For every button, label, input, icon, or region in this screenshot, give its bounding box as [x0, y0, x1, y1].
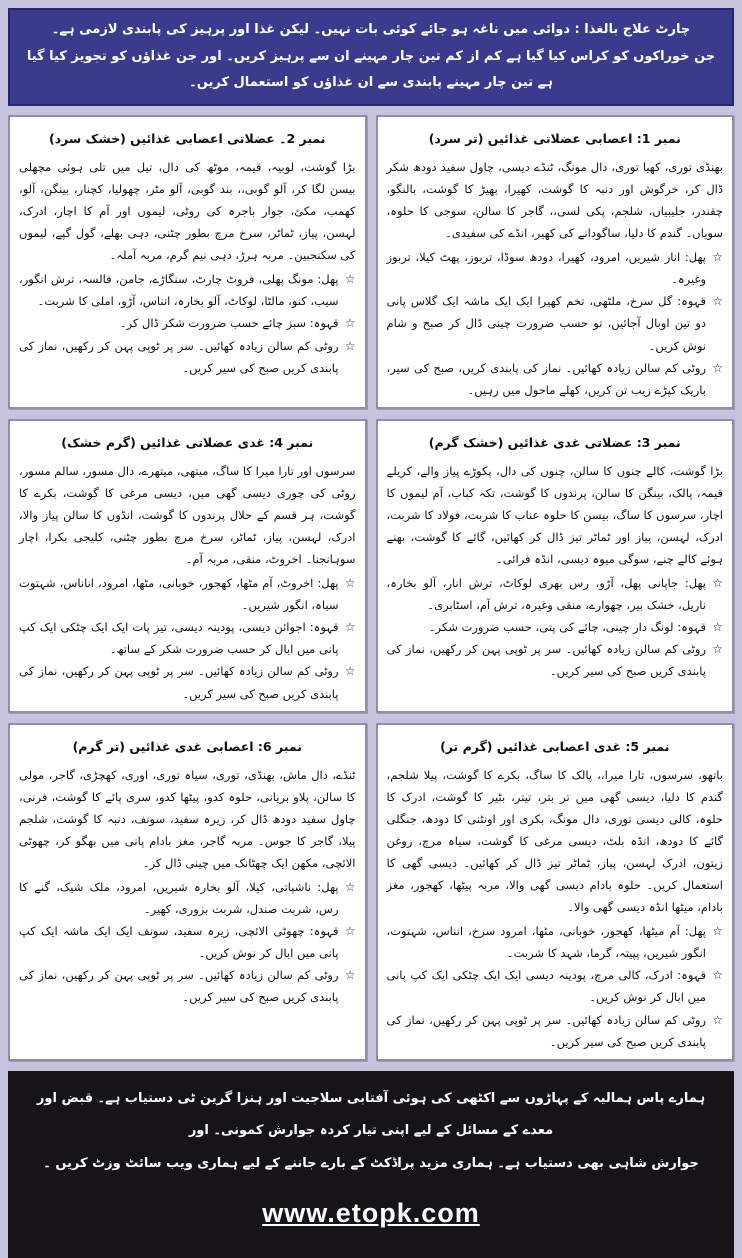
diet-box-5 [376, 723, 735, 1061]
star-icon: ☆ [344, 272, 356, 287]
star-icon: ☆ [712, 360, 723, 375]
star-icon: ☆ [344, 968, 356, 983]
advice-line [19, 335, 356, 379]
box-title: نمبر 3: عضلاتی غدی غذائیں (خشک گرم) [428, 434, 681, 450]
line-text: روٹی کم سالن زیادہ کھائیں۔ سر پر ٹوپی پہن کر رکھیں، نماز کی پابندی کریں صبح کی سیر کریں۔ [19, 338, 339, 375]
diet-box-3 [376, 419, 735, 713]
line-text: قہوہ: اجوائن دیسی، پودینہ دیسی، تیز پات ایک ایک چٹکی ایک کپ پانی میں ابال کر حسب ضرورت شکر کے ساتھ۔ [19, 620, 339, 657]
star-icon: ☆ [712, 924, 723, 939]
star-icon: ☆ [712, 294, 723, 309]
fruit-line [19, 268, 356, 312]
star-icon: ☆ [344, 576, 356, 591]
line-text: پھل: جاپانی پھل، آڑو، رس بھری لوکاٹ، ترش انار، آلو بخارہ، ناریل، خشک بیر، چھوارے، منقی وغیرہ، ترش آم، اسٹابری۔ [386, 576, 706, 613]
qahwa-line [19, 312, 356, 334]
fruit-line [387, 246, 724, 290]
line-text: پھل: ناشپاتی، کیلا، آلو بخارہ شیریں، امرود، ملک شیک، گنے کا رس، شربت صندل، شربت بزوری، کھیر۔ [19, 880, 339, 917]
star-icon: ☆ [344, 924, 356, 939]
header-line-1: چارٹ علاج بالغذا : دوائی میں ناغہ ہو جائے کوئی بات نہیں۔ لیکن غذا اور پرہیز کی پابندی لازمی ہے۔ [51, 22, 691, 37]
diet-boxes-grid [8, 115, 734, 1061]
box-body: بڑا گوشت، کالے چنوں کا سالن، چنوں کی دال، پکوڑے پیاز والے، کریلے قیمہ، پالک، بینگن کا سالن، پرندوں کا گوشت، تکہ کباب، آم لیموں کا اچار، سرسوں کا ساگ، بیسن کا حلوہ عناب کا شربت، فولاد کا شربت، ادرک، لہسن، پیاز اور ٹماٹر تیز ڈال کر کھائیں، گائے کا گوشت، بھنے ہوئے کالے چنے، سوگی میوہ دیسی، انڈہ فرائی۔ [386, 463, 723, 567]
star-icon: ☆ [344, 880, 356, 895]
fruit-line [19, 876, 356, 920]
box-title: نمبر 4: غدی عضلاتی غذائیں (گرم خشک) [61, 434, 314, 450]
box-title: نمبر 5: غدی اعصابی غذائیں (گرم تر) [440, 738, 670, 754]
footer-line-1: ہمارے پاس ہمالیہ کے پہاڑوں سے اکٹھی کی ہوئی آفتابی سلاجیت اور ہنزا گرین ٹی دستیاب ہے۔ قبض اور معدے کے مسائل کے لیے اپنی تیار کردہ جوارش کمونی۔ اور [36, 1090, 706, 1139]
line-text: روٹی کم سالن زیادہ کھائیں۔ سر پر ٹوپی پہن کر رکھیں، نماز کی پابندی کریں صبح کی سیر کریں۔ [386, 642, 706, 679]
box-title: نمبر 6: اعصابی غدی غذائیں (تر گرم) [72, 738, 302, 754]
advice-line [387, 357, 724, 401]
box-body: سرسوں اور تارا میرا کا ساگ، میتھی، میتھرے، دال مسور، سالم مسور، روٹی کی چوری دیسی گھی میں، دیسی مرغی کا گوشت، بکرے کا گوشت، ہر قسم کے حلال پرندوں کا گوشت، انڈوں کا سالن پیاز والا، ادرک، لہسن، پیاز، ٹماٹر، سرخ مرچ بطور چٹنی، کلیجی بکرا، اچار سوہانجنا۔ اخروٹ، منقی، مربہ آم۔ [19, 463, 356, 567]
box-body: بڑا گوشت، لوبیہ، قیمہ، موٹھ کی دال، تیل میں تلی ہوئی مچھلی بیسن لگا کر، آلو گوبی،، بند گوبی، آلو مٹر، چھولیا، کچنار، بینگن، آلو، کھمب، مکئ، جوار باجرہ کی روٹی، لیموں اور آم کا اچار، ادرک، لہسن، پیاز، ٹماٹر، سرخ مرچ بطور چٹنی، دہی بھلے، گول گپے، لیموں کی سکنجبین۔ مربہ ہرڑ، دہی نیم گرم، مربہ آملہ۔ [19, 159, 356, 263]
line-text: قہوہ: ادرک، کالی مرچ، پودینہ دیسی ایک ایک چٹکی ایک کپ پانی میں ابال کر نوش کریں۔ [386, 968, 706, 1005]
star-icon: ☆ [712, 968, 723, 983]
footer-banner [8, 1071, 734, 1258]
line-text: قہوہ: چھوٹی الائچی، زیرہ سفید، سونف ایک ایک ماشہ ایک کپ پانی میں ابال کر نوش کریں۔ [19, 924, 339, 961]
qahwa-line [387, 616, 724, 638]
star-icon: ☆ [712, 642, 723, 657]
qahwa-line [387, 964, 724, 1008]
box-title: نمبر 1: اعصابی عضلاتی غذائیں (تر سرد) [428, 130, 681, 146]
line-text: پھل: مونگ پھلی، فروٹ چارٹ، سنگاڑے، جامن، فالسہ، ترش انگور، سیب، کنو، مالٹا، لوکاٹ، آلو بخارہ، انناس، آڑو، املی کا شربت۔ [19, 272, 339, 309]
footer-line-2 [20, 1148, 722, 1248]
box-body: ٹنڈے، دال ماش، بھنڈی، توری، سیاہ توری، اوری، کھچڑی، گاجر، مولی کا سالن، پلاو بریانی، حلوہ کدو، پیٹھا کدو، سری پائے کا گوشت، فرنی، چاول سفید دودھ ڈال کر، زیرہ سفید، سونف، دنبہ کا گوشت، شلجم پیلا، گاجر کا جوس۔ مربہ گاجر، مغز بادام پانی میں بھگو کر، چھوٹی الائچی، مکھن ایک چھٹانک میں چینی ڈال کر۔ [19, 767, 356, 870]
line-text: روٹی کم سالن زیادہ کھائیں۔ سر پر ٹوپی پہن کر رکھیں، نماز کی پابندی کریں صبح کی سیر کریں۔ [19, 968, 339, 1005]
star-icon: ☆ [344, 316, 356, 331]
fruit-line [387, 920, 724, 964]
line-text: قہوہ: گل سرخ، ملٹھی، تخم کھیرا ایک ایک ماشہ ایک گلاس پانی دو تین اوبال آجائیں، تو حسب ضرورت چینی ڈال کر صبح و شام نوش کریں۔ [386, 294, 706, 353]
advice-line [387, 638, 724, 682]
website-link[interactable]: www.etopk.com [262, 1198, 480, 1229]
qahwa-line [19, 616, 356, 660]
star-icon: ☆ [712, 620, 723, 635]
advice-line [19, 660, 356, 704]
header-line-2: جن خوراکوں کو کراس کیا گیا ہے کم از کم تین چار مہینے ان سے پرہیز کریں۔ اور جن غذاؤں کو تجویز کیا گیا ہے تین چار مہینے پابندی سے ان غذاؤں کو استعمال کریں۔ [26, 48, 716, 91]
diet-box-2 [8, 115, 367, 409]
line-text: پھل: اخروٹ، آم مٹھا، کھجور، خوبانی، مٹھا، امرود، اناناس، شہتوت سیاہ، انگور شیریں۔ [19, 576, 339, 613]
star-icon: ☆ [712, 576, 723, 591]
fruit-line [387, 572, 724, 616]
line-text: پھل: آم میٹھا، کھجور، خوبانی، مٹھا، امرود سرخ، انناس، شہتوت، انگور شیریں، پپیتہ، گرما، شہد کا شربت۔ [386, 924, 706, 961]
box-body: باتھو، سرسوں، تارا میرا،، پالک کا ساگ، بکرے کا گوشت، پیلا شلجم، گندم کا دلیا، دیسی گھی میں تر بتر، تیتر، بٹیر کا گوشت، ادرک کا حلوہ، کالی دیسی توری، دال مونگ، بکری اور اونٹنی کا دودھ، جنگلی گائے کا دودھ، انڈہ بلٹ، دیسی مرغی کا گوشت، سیاہ مرچ، روغن زیتون، ادرک لہسن، پیاز، ٹماٹر تیز ڈال کر کھائیں۔ دیسی گھی کا استعمال کریں۔ حلوہ بادام دیسی گھی والا، مربہ پیٹھا، کھجور، مغز بادام، میٹھا انڈہ دیسی گھی والا۔ [386, 767, 723, 915]
diet-box-4 [8, 419, 367, 713]
line-text: قہوہ: لونگ دار چینی، چائے کی پتی، حسب ضرورت شکر۔ [428, 620, 706, 635]
star-icon: ☆ [712, 250, 723, 265]
line-text: پھل: انار شیریں، امرود، کھیرا، دودھ سوڈا، تربوز، پھٹ کیلا، تربوز وغیرہ۔ [386, 250, 706, 287]
line-text: روٹی کم سالن زیادہ کھائیں۔ سر پر ٹوپی پہن کر رکھیں، نماز کی پابندی کریں صبح کی سیر کریں۔ [19, 664, 339, 701]
fruit-line [19, 572, 356, 616]
box-body: بھنڈی توری، کھیا توری، دال مونگ، ٹنڈے دیسی، چاول سفید دودھ شکر ڈال کر، خرگوش اور دنبہ کا گوشت، کھیرا، بھیڑ کا گوشت، بالنگو، چقندر، جلیبیاں، شلجم، پکی لسی،، گاجر کا سالن، سوجی کا حلوہ، سویاں۔ گندم کا دلیا، ساگودانے کی کھیر، انڈے کی سفیدی۔ [386, 159, 723, 241]
qahwa-line [19, 920, 356, 964]
star-icon: ☆ [712, 1012, 723, 1027]
footer-line-2-text: جوارش شاہی بھی دستیاب ہے۔ ہماری مزید پراڈکٹ کے بارے جاننے کے لیے ہماری ویب سائٹ وزٹ کریں ۔ [43, 1155, 699, 1171]
advice-line [19, 964, 356, 1008]
box-title: نمبر 2۔ عضلاتی اعصابی غذائیں (خشک سرد) [49, 130, 326, 146]
line-text: روٹی کم سالن زیادہ کھائیں۔ سر پر ٹوپی پہن کر رکھیں، نماز کی پابندی کریں صبح کی سیر کریں۔ [386, 1012, 706, 1049]
qahwa-line [387, 290, 724, 356]
star-icon: ☆ [344, 338, 356, 353]
diet-box-6 [8, 723, 367, 1061]
star-icon: ☆ [344, 664, 356, 679]
diet-box-1 [376, 115, 735, 409]
line-text: روٹی کم سالن زیادہ کھائیں۔ نماز کی پابندی کریں، صبح کی سیر، باریک کپڑے زیب تن کریں، کھلے ماحول میں رہیں۔ [386, 360, 706, 397]
star-icon: ☆ [344, 620, 356, 635]
header-banner [8, 8, 734, 106]
advice-line [387, 1009, 724, 1053]
line-text: قہوہ: سبز چائے حسب ضرورت شکر ڈال کر۔ [119, 316, 339, 331]
